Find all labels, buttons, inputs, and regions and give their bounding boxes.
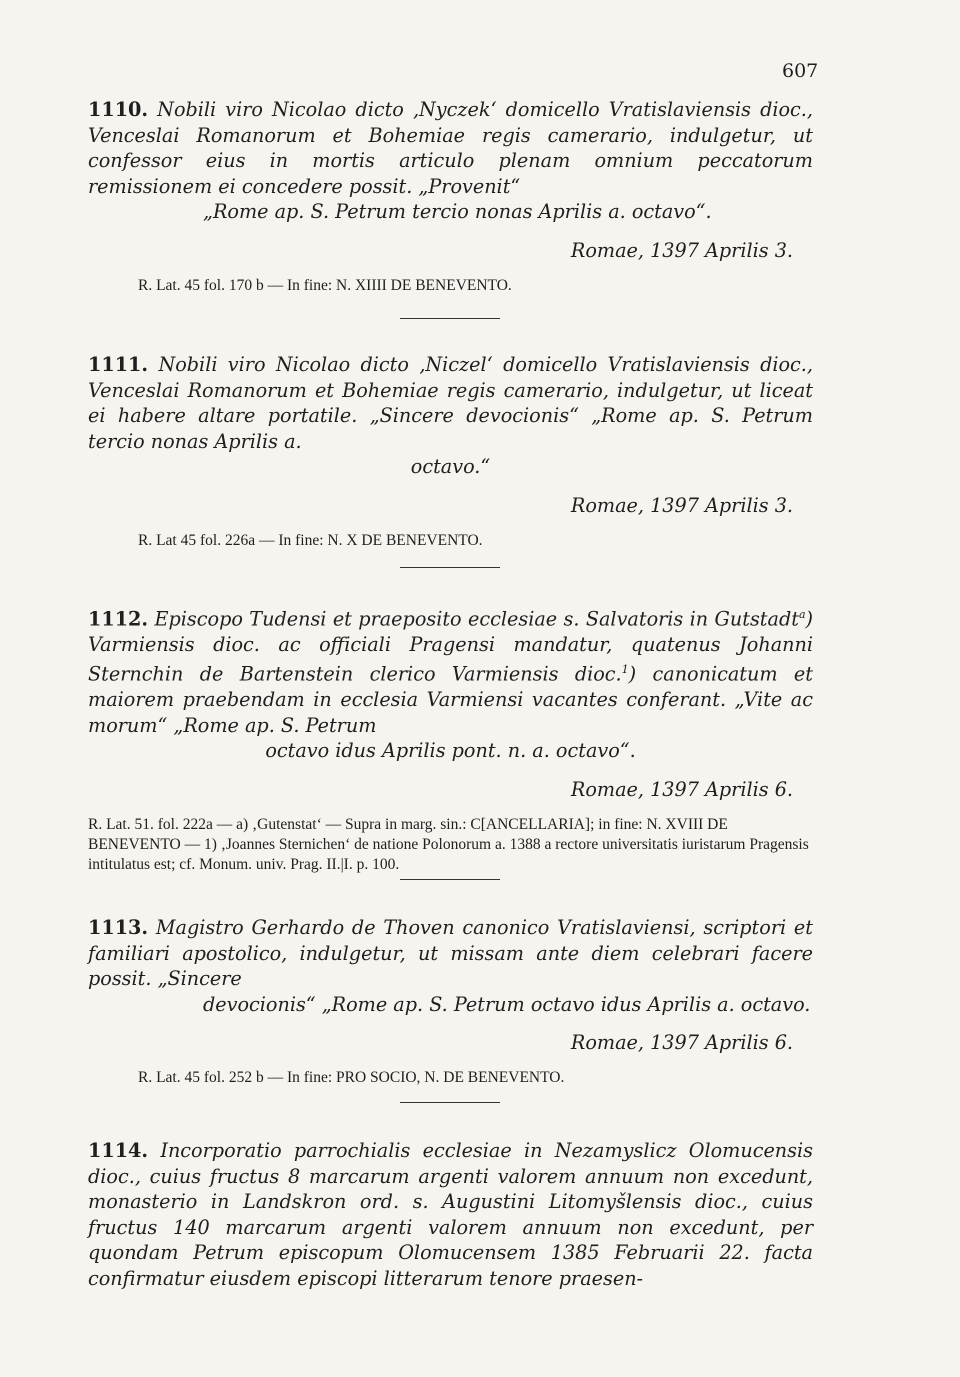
entry-1112	[88, 602, 813, 875]
entry-number: 1111.	[88, 353, 149, 376]
entry-tail: „Rome ap. S. Petrum tercio nonas Aprilis a. octavo“.	[203, 200, 712, 223]
separator-rule	[400, 879, 500, 880]
entry-1110	[88, 97, 813, 296]
entry-date: Romae, 1397 Aprilis 3.	[570, 238, 793, 262]
entry-body	[88, 352, 813, 454]
entry-number: 1114.	[88, 1139, 149, 1162]
entry-body	[88, 97, 813, 199]
entry-date: Romae, 1397 Aprilis 6.	[570, 777, 793, 801]
entry-text: Episcopo Tudensi et praeposito ecclesiae s. Salvatoris in Gutstadt	[154, 607, 799, 631]
entry-number: 1113.	[88, 916, 149, 939]
entry-tail: octavo.“	[410, 455, 491, 478]
entry-number: 1112.	[88, 607, 149, 631]
page-number: 607	[782, 60, 819, 82]
entry-1113	[88, 915, 813, 1088]
separator-rule	[400, 1102, 500, 1103]
register-note: R. Lat. 45 fol. 170 b — In fine: N. XIIII DE BENEVENTO.	[138, 276, 512, 294]
register-note: R. Lat. 51. fol. 222a — a) ‚Gutenstat‘ — Supra in marg. sin.: C[ANCELLARIA]; in fine: N. XVIII DE BENEVENTO — 1) ‚Joannes Sternichen‘ de natione Polonorum a. 1388 a rectore universitatis iuristarum Pragensis intitulatus est; cf. Monum. univ. Prag. II.|I. p. 100.	[88, 815, 809, 873]
entry-number: 1110.	[88, 98, 149, 121]
entry-text: Incorporatio parrochialis ecclesiae in Nezamyslicz Olomucensis dioc., cuius fructus 8 marcarum argenti valorem annuum non excedunt, monasterio in Landskron ord. s. Augustini Litomyšlensis dioc., cuius fructus 140 marcarum argenti valorem annuum non excedunt, per quondam Petrum episcopum Olomucensem 1385 Februarii 22. facta confirmatur eiusdem episcopi litterarum tenore praesen-	[88, 1139, 813, 1290]
entry-date: Romae, 1397 Aprilis 3.	[570, 493, 793, 517]
entry-1114	[88, 1138, 813, 1291]
entry-date: Romae, 1397 Aprilis 6.	[570, 1031, 793, 1054]
entry-body	[88, 915, 813, 992]
footnote-marker: 1	[621, 663, 629, 677]
register-note: R. Lat. 45 fol. 252 b — In fine: PRO SOCIO, N. DE BENEVENTO.	[138, 1069, 565, 1086]
separator-rule	[400, 567, 500, 568]
entry-tail: devocionis“ „Rome ap. S. Petrum octavo idus Aprilis a. octavo.	[203, 992, 811, 1016]
entry-text: Nobili viro Nicolao dicto ‚Nyczek‘ domicello Vratislaviensis dioc., Venceslai Romanorum et Bohemiae regis camerario, indulgetur, ut confessor eius in mortis articulo plenam omnium peccatorum remissionem ei concedere possit. „Provenit“	[88, 98, 813, 198]
entry-body	[88, 602, 813, 738]
separator-rule	[400, 318, 500, 319]
entry-text: ) canonicatum et maiorem praebendam in ecclesia Varmiensi vacantes conferant. „Vite ac morum“ „Rome ap. S. Petrum	[88, 662, 813, 737]
footnote-marker: a	[798, 608, 806, 621]
entry-text: Magistro Gerhardo de Thoven canonico Vratislaviensi, scriptori et familiari apostolico, indulgetur, ut missam ante diem celebrari facere possit. „Sincere	[88, 916, 813, 990]
entry-body	[88, 1138, 813, 1291]
entry-text: ) Varmiensis dioc. ac officiali Pragensi mandatur, quatenus Johanni Sternchin de Bartenstein clerico Varmiensis dioc.	[88, 607, 813, 686]
entry-tail: octavo idus Aprilis pont. n. a. octavo“.	[265, 739, 636, 763]
entry-text: Nobili viro Nicolao dicto ‚Niczel‘ domicello Vratislaviensis dioc., Venceslai Romanorum et Bohemiae regis camerario, indulgetur, ut liceat ei habere altare portatile. „Sincere devocionis“ „Rome ap. S. Petrum tercio nonas Aprilis a.	[88, 353, 813, 453]
register-note: R. Lat 45 fol. 226a — In fine: N. X DE BENEVENTO.	[138, 531, 483, 549]
entry-1111	[88, 352, 813, 551]
